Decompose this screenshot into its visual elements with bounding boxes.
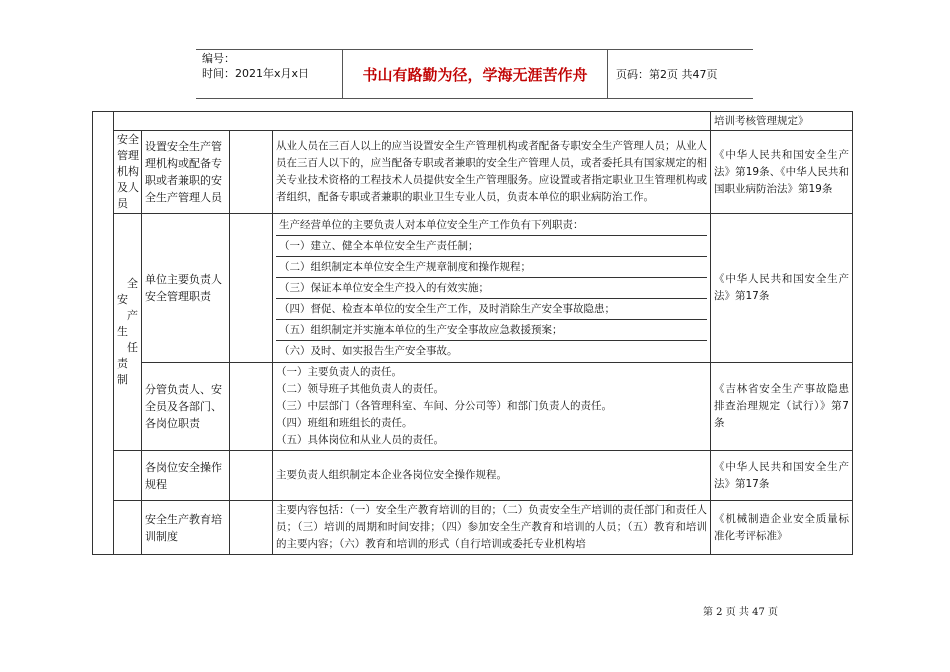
table-row — [93, 451, 853, 501]
list-item: （二）领导班子其他负责人的责任。 — [276, 383, 444, 395]
category-cell: 全 安 产 生 任 责 制 — [114, 214, 142, 451]
list-item: （五）组织制定并实施本单位的生产安全事故应急救援预案； — [276, 320, 707, 341]
requirement-cell — [273, 363, 711, 451]
table-row — [93, 131, 853, 214]
basis-cell: 《中华人民共和国安全生产法》第17条 — [711, 451, 853, 501]
list-item: （三）中层部门（各管理科室、车间、分公司等）和部门负责人的责任。 — [276, 400, 612, 412]
list-item: 生产经营单位的主要负责人对本单位安全生产工作负有下列职责： — [276, 215, 707, 236]
requirement-cell: 主要负责人组织制定本企业各岗位安全操作规程。 — [273, 451, 711, 501]
blank-cell — [230, 501, 273, 555]
list-item: （三）保证本单位安全生产投入的有效实施； — [276, 278, 707, 299]
number-label: 编号： — [202, 52, 235, 65]
item-cell: 安全生产教育培训制度 — [142, 501, 230, 555]
blank-cell — [114, 451, 142, 501]
blank-cell — [114, 112, 711, 131]
item-cell: 分管负责人、安全员及各部门、各岗位职责 — [142, 363, 230, 451]
basis-cell: 《吉林省安全生产事故隐患排查治理规定（试行）》第7条 — [711, 363, 853, 451]
basis-cell: 《中华人民共和国安全生产法》第17条 — [711, 214, 853, 363]
header-page-label: 页码：第2页 共47页 — [616, 68, 718, 81]
table-row — [93, 112, 853, 131]
safety-requirements-table — [92, 111, 853, 555]
list-item: （六）及时、如实报告生产安全事故。 — [279, 345, 458, 357]
requirement-cell: 从业人员在三百人以上的应当设置安全生产管理机构或者配备专职安全生产管理人员；从业人员在三百人以下的，应当配备专职或者兼职的安全生产管理人员，或者委托具有国家规定的相关专业技术资格的工程技术人员提供安全生产管理服务。应设置或者指定职业卫生管理机构或者组织，配备专职或者兼职的职业卫生专业人员，负责本单位的职业病防治工作。 — [273, 131, 711, 214]
header-meta — [196, 50, 342, 98]
table-row — [93, 214, 853, 363]
blank-cell — [114, 501, 142, 555]
blank-cell — [230, 131, 273, 214]
blank-cell — [230, 214, 273, 363]
blank-cell — [93, 112, 114, 555]
list-item: （一）建立、健全本单位安全生产责任制； — [276, 236, 707, 257]
page-header — [196, 49, 753, 99]
list-item: （四）班组和班组长的责任。 — [276, 417, 413, 429]
list-item: （五）具体岗位和从业人员的责任。 — [276, 434, 444, 446]
basis-cell: 《中华人民共和国安全生产法》第19条、《中华人民共和国职业病防治法》第19条 — [711, 131, 853, 214]
list-item: （二）组织制定本单位安全生产规章制度和操作规程； — [276, 257, 707, 278]
category-cell: 安 全 管 理 机 构 及 人 员 — [114, 131, 142, 214]
basis-cell: 《机械制造企业安全质量标准化考评标准》 — [711, 501, 853, 555]
list-item: （一）主要负责人的责任。 — [276, 366, 402, 378]
item-cell: 各岗位安全操作规程 — [142, 451, 230, 501]
table-row — [93, 363, 853, 451]
item-cell: 单位主要负责人安全管理职责 — [142, 214, 230, 363]
item-cell: 设置安全生产管理机构或配备专职或者兼职的安全生产管理人员 — [142, 131, 230, 214]
list-item: （四）督促、检查本单位的安全生产工作，及时消除生产安全事故隐患； — [276, 299, 707, 320]
basis-cell: 培训考核管理规定》 — [711, 112, 853, 131]
table-row — [93, 501, 853, 555]
blank-cell — [230, 363, 273, 451]
time-label: 时间：2021年x月x日 — [202, 67, 310, 80]
page-footer: 第 2 页 共 47 页 — [703, 607, 778, 618]
header-motto: 书山有路勤为径，学海无涯苦作舟 — [342, 50, 608, 98]
blank-cell — [230, 451, 273, 501]
requirement-cell — [273, 214, 711, 363]
requirement-cell: 主要内容包括：（一）安全生产教育培训的目的；（二）负责安全生产培训的责任部门和责任人员；（三）培训的周期和时间安排；（四）参加安全生产教育和培训的人员；（五）教育和培训的主要内容；（六）教育和培训的形式（自行培训或委托专业机构培 — [273, 501, 711, 555]
